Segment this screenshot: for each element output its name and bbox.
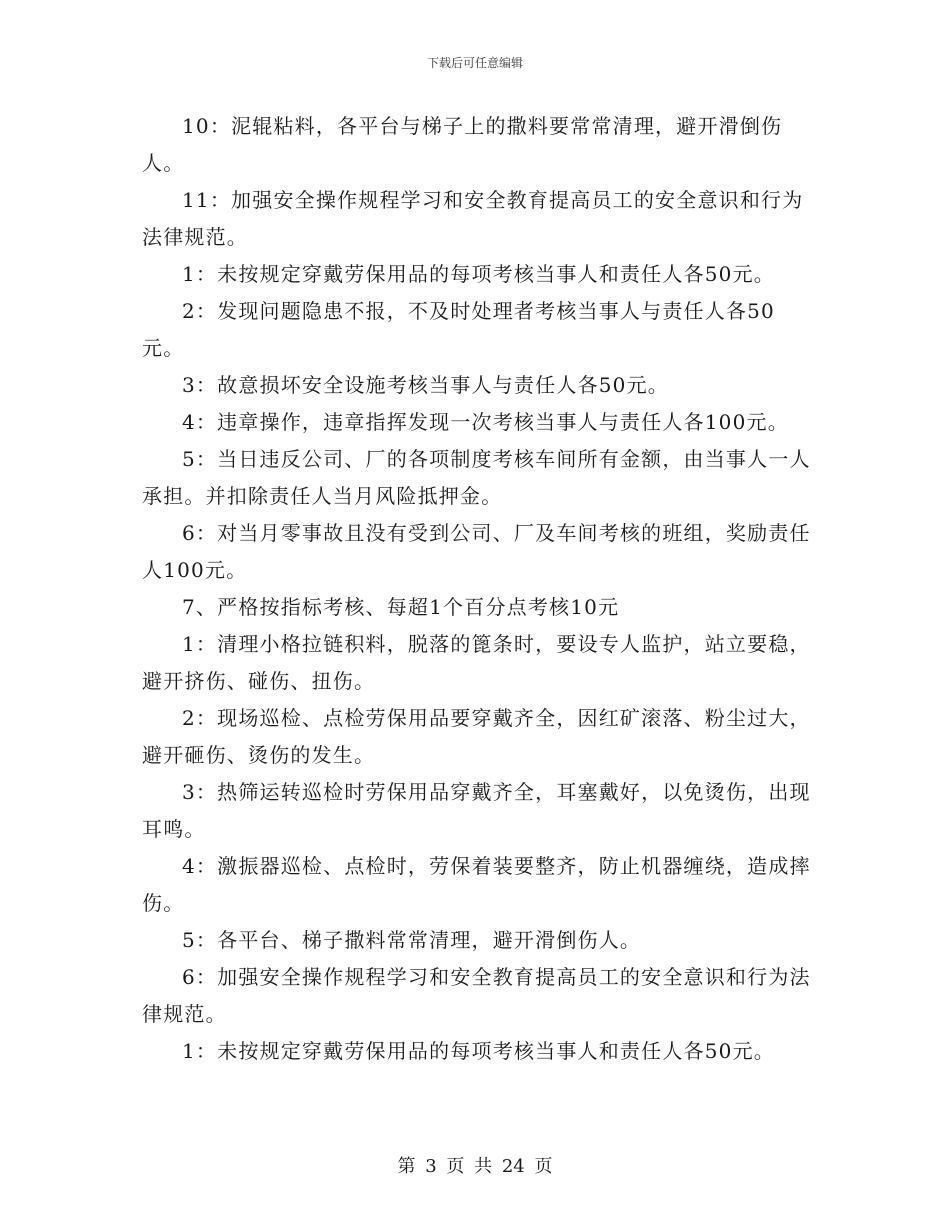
paragraph: 2：现场巡检、点检劳保用品要穿戴齐全，因红矿滚落、粉尘过大，避开砸伤、烫伤的发生。 [142, 706, 811, 767]
paragraph: 2：发现问题隐患不报，不及时处理者考核当事人与责任人各50元。 [142, 299, 775, 360]
page-number-footer: 第 3 页 共 24 页 [397, 1156, 553, 1177]
paragraph: 5：各平台、梯子撒料常常清理，避开滑倒伤人。 [182, 928, 642, 952]
page-header: 下载后可任意编辑 [426, 56, 523, 70]
paragraph: 7、严格按指标考核、每超1个百分点考核10元 [182, 595, 620, 619]
paragraph: 3：故意损坏安全设施考核当事人与责任人各50元。 [182, 373, 669, 397]
paragraph: 11：加强安全操作规程学习和安全教育提高员工的安全意识和行为法律规范。 [142, 188, 804, 249]
paragraph: 1：未按规定穿戴劳保用品的每项考核当事人和责任人各50元。 [182, 262, 775, 286]
paragraph: 1：未按规定穿戴劳保用品的每项考核当事人和责任人各50元。 [182, 1039, 775, 1063]
paragraph: 5：当日违反公司、厂的各项制度考核车间所有金额，由当事人一人承担。并扣除责任人当月风险抵押金。 [142, 447, 811, 508]
paragraph: 3：热筛运转巡检时劳保用品穿戴齐全，耳塞戴好，以免烫伤，出现耳鸣。 [142, 780, 811, 841]
paragraph: 4：违章操作，违章指挥发现一次考核当事人与责任人各100元。 [182, 410, 789, 434]
paragraph: 1：清理小格拉链积料，脱落的篦条时，要设专人监护，站立要稳，避开挤伤、碰伤、扭伤。 [142, 632, 811, 693]
paragraph: 10：泥辊粘料，各平台与梯子上的撒料要常常清理，避开滑倒伤人。 [142, 114, 783, 175]
paragraph: 4：激振器巡检、点检时，劳保着装要整齐，防止机器缠绕，造成摔伤。 [142, 854, 811, 915]
paragraph: 6：对当月零事故且没有受到公司、厂及车间考核的班组，奖励责任人100元。 [142, 521, 811, 582]
document-body [142, 108, 814, 1070]
paragraph: 6：加强安全操作规程学习和安全教育提高员工的安全意识和行为法律规范。 [142, 965, 811, 1026]
